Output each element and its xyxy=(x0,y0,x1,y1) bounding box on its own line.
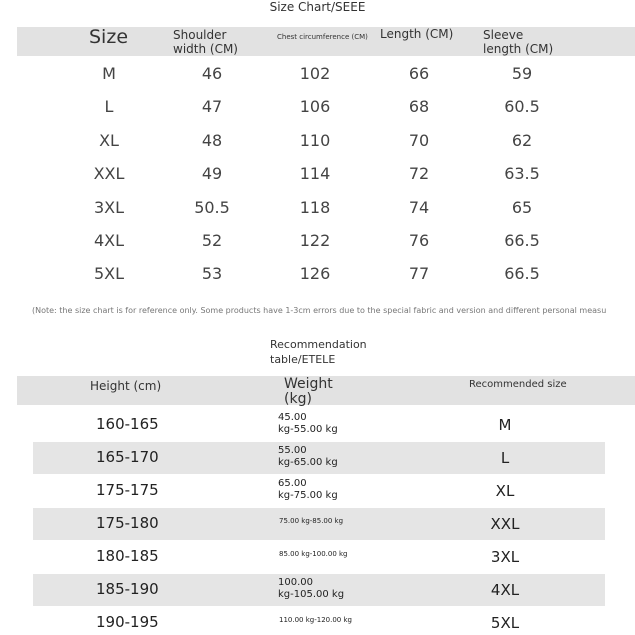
rec-cell-height: 160-165 xyxy=(96,415,159,433)
rec-cell-height: 185-190 xyxy=(96,580,159,598)
size-cell-length: 77 xyxy=(408,264,430,284)
size-cell-length: 76 xyxy=(408,231,430,250)
header-weight-line1: Weight xyxy=(284,376,333,392)
size-cell-length: 72 xyxy=(408,164,430,184)
size-cell-sleeve: 60.5 xyxy=(504,97,540,117)
rec-cell-weight-line: 85.00 kg-100.00 kg xyxy=(279,550,348,558)
rec-cell-weight-line: 75.00 kg-85.00 kg xyxy=(279,517,344,525)
rec-cell-height: 175-180 xyxy=(96,514,159,532)
rec-cell-size: XXL xyxy=(490,515,520,533)
size-cell-chest: 110 xyxy=(299,130,331,150)
size-cell-sleeve: 66.5 xyxy=(504,264,540,284)
rec-cell-weight-line: 65.00 xyxy=(278,478,307,489)
rec-cell-weight xyxy=(278,445,338,469)
recommendation-title-line2: table/ETELE xyxy=(270,353,336,366)
rec-cell-weight-line: kg-75.00 kg xyxy=(278,490,338,501)
recommendation-title xyxy=(270,337,390,367)
size-cell-length: 74 xyxy=(408,197,430,217)
size-cell-shoulder: 50.5 xyxy=(194,197,230,217)
size-cell-sleeve: 59 xyxy=(511,64,533,83)
header-weight xyxy=(284,377,333,407)
size-cell-chest: 126 xyxy=(299,264,331,284)
header-sleeve xyxy=(483,28,553,56)
size-cell-size: L xyxy=(104,97,114,117)
size-cell-shoulder: 52 xyxy=(201,231,223,250)
rec-cell-weight-line: 110.00 kg-120.00 kg xyxy=(279,616,352,624)
header-weight-line2: (kg) xyxy=(284,391,312,407)
size-cell-shoulder: 53 xyxy=(201,264,223,284)
size-cell-shoulder: 48 xyxy=(201,130,223,150)
rec-cell-weight xyxy=(279,614,352,626)
rec-cell-height: 180-185 xyxy=(96,547,159,565)
header-shoulder-line2: width (CM) xyxy=(173,42,238,56)
rec-cell-size: XL xyxy=(495,482,515,500)
rec-cell-weight-line: 45.00 xyxy=(278,412,307,423)
rec-cell-weight-line: 100.00 xyxy=(278,577,313,588)
rec-cell-size: 5XL xyxy=(490,614,520,632)
header-recommended-size: Recommended size xyxy=(469,379,567,390)
header-height: Height (cm) xyxy=(90,379,162,393)
size-cell-length: 68 xyxy=(408,97,430,117)
rec-cell-size: 4XL xyxy=(490,581,520,599)
header-shoulder xyxy=(173,28,238,56)
size-cell-size: 3XL xyxy=(93,197,125,217)
rec-cell-weight xyxy=(278,577,344,601)
header-chest: Chest circumference (CM) xyxy=(277,33,368,41)
rec-cell-weight xyxy=(278,478,338,502)
rec-cell-size: 3XL xyxy=(490,548,520,566)
recommendation-title-line1: Recommendation xyxy=(270,338,367,351)
rec-cell-height: 190-195 xyxy=(96,613,159,631)
size-cell-shoulder: 46 xyxy=(201,64,223,83)
size-cell-size: XL xyxy=(99,130,119,150)
size-cell-sleeve: 66.5 xyxy=(504,231,540,250)
header-sleeve-line2: length (CM) xyxy=(483,42,554,56)
rec-cell-size: M xyxy=(498,416,512,434)
header-length: Length (CM) xyxy=(380,27,454,41)
size-cell-sleeve: 63.5 xyxy=(504,164,540,184)
header-sleeve-line1: Sleeve xyxy=(483,28,524,42)
rec-cell-weight-line: kg-55.00 kg xyxy=(278,424,338,435)
size-cell-sleeve: 65 xyxy=(511,197,533,217)
rec-cell-weight-line: 55.00 xyxy=(278,445,307,456)
header-shoulder-line1: Shoulder xyxy=(173,28,227,42)
size-cell-length: 70 xyxy=(408,130,430,150)
size-cell-shoulder: 49 xyxy=(201,164,223,184)
size-cell-chest: 122 xyxy=(299,231,331,250)
size-cell-size: M xyxy=(102,64,116,83)
size-cell-chest: 102 xyxy=(299,64,331,83)
rec-cell-weight-line: kg-65.00 kg xyxy=(278,457,338,468)
rec-cell-weight-line: kg-105.00 kg xyxy=(278,589,345,600)
rec-cell-weight xyxy=(278,412,338,436)
size-chart-title: Size Chart/SEEE xyxy=(269,0,366,14)
rec-cell-weight xyxy=(279,515,343,527)
size-chart-note: (Note: the size chart is for reference only. Some products have 1-3cm errors due to the special fabric and version and different personal measu xyxy=(32,306,607,315)
size-cell-length: 66 xyxy=(408,64,430,83)
size-cell-size: 4XL xyxy=(93,231,125,250)
rec-cell-size: L xyxy=(500,449,510,467)
size-cell-chest: 118 xyxy=(299,197,331,217)
rec-cell-height: 175-175 xyxy=(96,481,159,499)
size-cell-sleeve: 62 xyxy=(511,130,533,150)
header-size: Size xyxy=(89,26,129,48)
size-cell-chest: 114 xyxy=(299,164,331,184)
size-cell-chest: 106 xyxy=(299,97,331,117)
size-cell-shoulder: 47 xyxy=(201,97,223,117)
rec-cell-weight xyxy=(279,548,348,560)
size-cell-size: XXL xyxy=(93,164,125,184)
rec-cell-height: 165-170 xyxy=(96,448,159,466)
size-cell-size: 5XL xyxy=(93,264,125,284)
